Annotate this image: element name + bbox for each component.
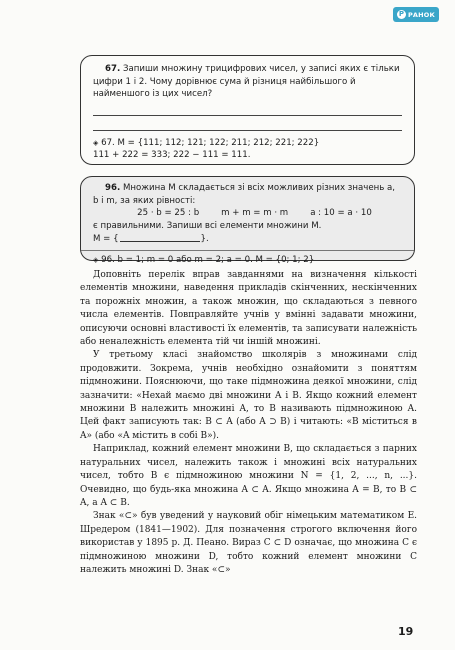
- exercise-67-question: [93, 63, 402, 101]
- equation: 25 · b = 25 : b: [137, 208, 200, 219]
- equations: [93, 207, 402, 220]
- answer-67-line1: M = {111; 112; 121; 122; 211; 212; 221; 222}: [117, 137, 320, 148]
- body-text: [80, 269, 417, 577]
- answer-67-line2: 111 + 222 = 333; 222 − 111 = 111.: [93, 150, 251, 161]
- exercise-67-text: Запиши множину трицифрових чисел, у записі яких є тільки цифри 1 і 2. Чому дорівнює сума й різниця найбільшого й найменшого із цих чисел?: [93, 64, 400, 100]
- answer-line: [93, 118, 402, 131]
- answer-blank: [120, 232, 200, 242]
- publisher-logo: [393, 7, 439, 22]
- answer-96-number: 96.: [101, 254, 115, 265]
- blank-line: M = { }.: [93, 234, 209, 245]
- page-number: 19: [398, 625, 414, 638]
- diamond-icon: ◈: [93, 138, 99, 147]
- equation: a : 10 = a · 10: [310, 208, 372, 219]
- paragraph: У третьому класі знайомство школярів з множинами слід продовжити. Зокрема, учнів необхідно ознайомити з поняттям підмножини. Пояснюючи, що таке підмножина деякої множини, слід зазначити: «Нехай маємо дві множини A і B. Якщо кожний елемент множини B належить множині A, то B називають підмножиною A. Цей факт записують так: B ⊂ A (або A ⊃ B) і читають: «B міститься в A» (або «A містить в собі B»).: [80, 350, 417, 441]
- exercise-96-question-end: є правильними. Запиши всі елементи множини M.: [93, 220, 322, 231]
- exercise-96-text: Множина M складається зі всіх можливих різних значень a, b і m, за яких рівності:: [93, 183, 396, 206]
- exercise-96-box: [80, 176, 415, 265]
- equation: m + m = m · m: [221, 208, 289, 219]
- exercise-67-answer: [93, 137, 402, 162]
- exercise-96-answer: [93, 254, 402, 267]
- diamond-icon: ◈: [93, 255, 99, 264]
- exercise-96-question: [93, 182, 402, 207]
- divider: [81, 250, 414, 251]
- answer-96-text: b = 1; m = 0 або m = 2; a = 0. M = {0; 1; 2}: [117, 254, 315, 265]
- logo-text: РАНОК: [407, 10, 436, 19]
- answer-line: [93, 103, 402, 116]
- exercise-67-box: [80, 55, 415, 165]
- logo-mark: Р: [398, 10, 405, 18]
- answer-67-number: 67.: [101, 137, 115, 148]
- exercise-96-number: 96.: [105, 183, 121, 193]
- paragraph: Знак «⊂» був уведений у науковий обіг німецьким математиком Е. Шредером (1841—1902). Для позначення строгого включення його використав у 1895 р. Д. Пеано. Вираз C ⊂ D означає, що множина C є підмножиною множини D, тобто кожний елемент множини C належить множині D. Знак «⊂»: [80, 511, 417, 575]
- paragraph: Доповніть перелік вправ завданнями на визначення кількості елементів множини, наведення прикладів скінченних, нескінченних та порожніх множин, а також множин, що складаються з певного числа елементів. Повправляйте учнів у вмінні задавати множини, описуючи основні властивості їх елементів, та записувати належність або неналежність елемента тій чи іншій множині.: [80, 270, 417, 348]
- paragraph: Наприклад, кожний елемент множини B, що складається з парних натуральних чисел, належить також і множині всіх натуральних чисел, тобто B є підмножиною множини N = {1, 2, ..., n, ...}. Очевидно, що будь-яка множина A ⊂ A. Якщо множина A = B, то B ⊂ A, a A ⊂ B.: [80, 444, 417, 508]
- exercise-67-number: 67.: [105, 64, 121, 74]
